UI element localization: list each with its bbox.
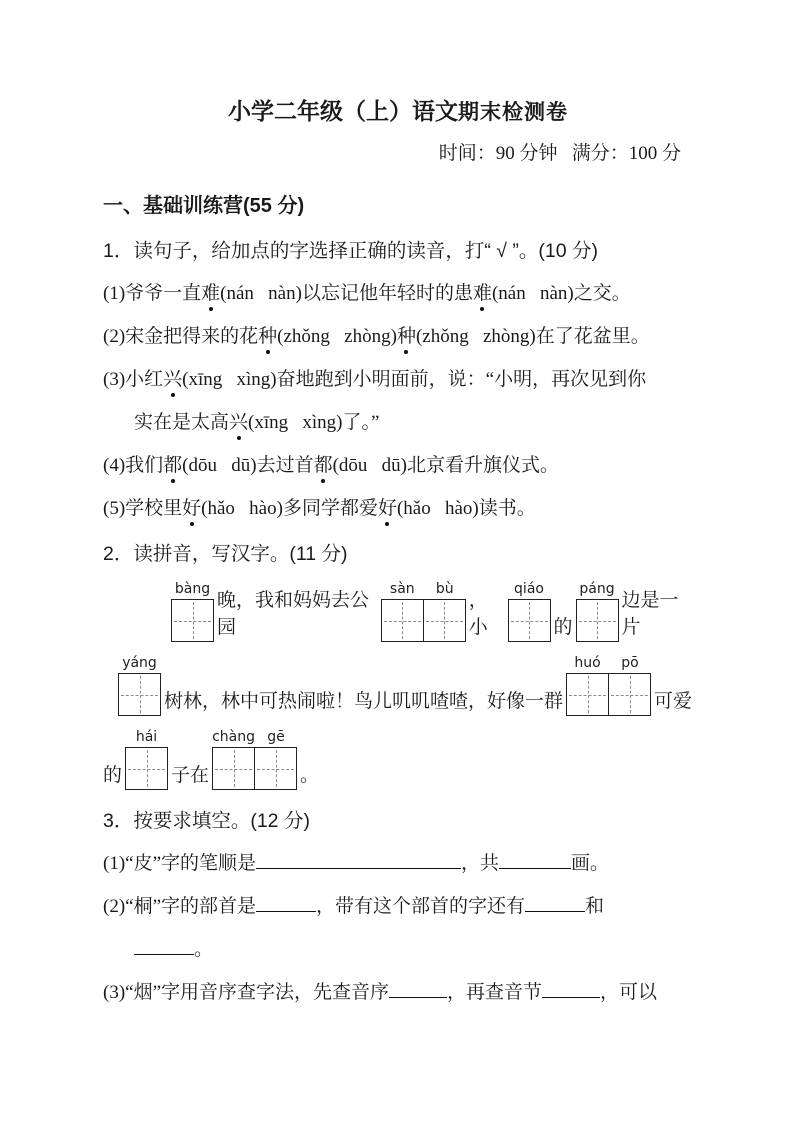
pinyin-label: bù <box>435 581 454 597</box>
text-run: (1)爷爷一直 <box>103 283 202 304</box>
answer-blank <box>499 850 571 869</box>
text-run: 晚，我和妈妈去公园 <box>217 590 370 638</box>
writing-cell <box>423 599 466 642</box>
text-run: (xīng xìng)了。” <box>248 412 380 433</box>
q2-passage <box>103 580 693 790</box>
dotted-char: 兴 <box>229 409 248 437</box>
text-run: ，带有这个部首的字还有 <box>316 896 526 918</box>
answer-blank <box>134 936 194 955</box>
text-run: (3)小红 <box>103 369 164 390</box>
pinyin-label: páng <box>579 581 615 597</box>
pinyin-label: yáng <box>122 655 157 671</box>
exam-title-sub: 期末检测卷 <box>458 100 568 124</box>
q3-stem: 3．按要求填空。(12 分) <box>103 810 310 832</box>
text-run: 的 <box>553 617 573 638</box>
answer-blank <box>256 850 461 869</box>
text-run: (hǎo hào)读书。 <box>396 498 536 519</box>
text-run: ，可以 <box>600 982 658 1004</box>
hanzi-write-grid <box>212 728 297 790</box>
grid-cell-column <box>381 580 424 642</box>
grid-cell-column <box>255 728 297 790</box>
hanzi-write-grid <box>576 580 619 642</box>
dotted-char: 好 <box>378 495 397 523</box>
hanzi-write-grid <box>171 580 214 642</box>
writing-cell <box>566 673 609 716</box>
grid-cell-column <box>212 728 255 790</box>
q1-item-3-line-2 <box>134 409 693 437</box>
text-run: 树林，林中可热闹啦！鸟儿叽叽喳喳，好像一群 <box>164 691 564 712</box>
text-run: 可爱 <box>654 691 693 712</box>
dotted-char: 难 <box>473 280 492 308</box>
q1-item-2 <box>103 323 693 351</box>
grid-cell-column <box>125 728 168 790</box>
text-run: 和 <box>585 896 605 918</box>
pinyin-label: sàn <box>389 581 415 597</box>
answer-blank <box>256 893 316 912</box>
pinyin-label: chàng <box>212 729 255 745</box>
text-run: (4)我们 <box>103 455 164 476</box>
writing-cell <box>125 747 168 790</box>
q2-stem: 2．读拼音，写汉字。(11 分) <box>103 543 348 565</box>
text-run: 实在是太高 <box>134 412 230 433</box>
writing-cell <box>608 673 651 716</box>
grid-cell-column <box>576 580 619 642</box>
text-run: (zhǒng zhòng) <box>277 326 397 347</box>
q2-row-3 <box>103 728 693 790</box>
q1-item-1 <box>103 280 693 308</box>
q2-row-1 <box>168 580 693 642</box>
text-run: 的 <box>103 765 123 786</box>
text-run: (1)“皮”字的笔顺是 <box>103 853 257 875</box>
q1-item-4 <box>103 452 693 480</box>
pinyin-label: huó <box>574 655 601 671</box>
q3-item-3 <box>103 979 693 1007</box>
writing-cell <box>508 599 551 642</box>
pinyin-label: gē <box>267 729 285 745</box>
exam-title-main: 小学二年级（上）语文 <box>228 99 458 124</box>
hanzi-write-grid <box>566 654 651 716</box>
text-run: 边是一片 <box>621 590 679 638</box>
hanzi-write-grid <box>381 580 466 642</box>
grid-cell-column <box>171 580 214 642</box>
text-run: (2)“桐”字的部首是 <box>103 896 257 918</box>
answer-blank <box>525 893 585 912</box>
text-run: (2)宋金把得来的花 <box>103 326 259 347</box>
exam-meta: 时间：90 分钟 满分：100 分 <box>438 143 681 164</box>
text-run: (dōu dū)去过首 <box>182 455 314 476</box>
q3-item-2-line-2 <box>134 936 693 964</box>
q1-item-3-line-1 <box>103 366 693 394</box>
dotted-char: 难 <box>201 280 220 308</box>
text-run: 画。 <box>571 853 610 875</box>
grid-cell-column <box>566 654 609 716</box>
text-run: (nán nàn)之交。 <box>491 283 631 304</box>
dotted-char: 好 <box>182 495 201 523</box>
writing-cell <box>118 673 161 716</box>
q1-stem: 1．读句子，给加点的字选择正确的读音，打“ √ ”。(10 分) <box>103 240 598 262</box>
pinyin-label: bàng <box>174 581 211 597</box>
text-run: (3)“烟”字用音序查字法，先查音序 <box>103 982 390 1004</box>
dotted-char: 都 <box>163 452 182 480</box>
dotted-char: 种 <box>397 323 416 351</box>
pinyin-label: qiáo <box>514 581 544 597</box>
text-run: (hǎo hào)多同学都爱 <box>201 498 378 519</box>
text-run: 。 <box>300 765 320 786</box>
writing-cell <box>171 599 214 642</box>
text-run: (zhǒng zhòng)在了花盆里。 <box>415 326 650 347</box>
exam-title <box>103 96 693 128</box>
section1-heading: 一、基础训练营(55 分) <box>103 195 305 217</box>
q1-item-5 <box>103 495 693 523</box>
hanzi-write-grid <box>118 654 161 716</box>
dotted-char: 种 <box>258 323 277 351</box>
q3-item-2-line-1 <box>103 893 693 921</box>
text-run: ，共 <box>461 853 500 875</box>
text-run: (dōu dū)北京看升旗仪式。 <box>332 455 559 476</box>
text-run: ，小 <box>468 590 488 638</box>
writing-cell <box>254 747 297 790</box>
dotted-char: 兴 <box>163 366 182 394</box>
pinyin-label: hái <box>135 729 158 745</box>
text-run: 。 <box>194 939 214 961</box>
grid-cell-column <box>118 654 161 716</box>
q2-row-2 <box>115 654 693 716</box>
dotted-char: 都 <box>314 452 333 480</box>
writing-cell <box>212 747 255 790</box>
text-run: ，再查音节 <box>447 982 543 1004</box>
grid-cell-column <box>609 654 651 716</box>
grid-cell-column <box>424 580 466 642</box>
grid-cell-column <box>508 580 551 642</box>
writing-cell <box>381 599 424 642</box>
text-run: 子在 <box>171 765 210 786</box>
answer-blank <box>389 979 447 998</box>
answer-blank <box>542 979 600 998</box>
text-run: (nán nàn)以忘记他年轻时的患 <box>220 283 473 304</box>
q3-item-1 <box>103 850 693 878</box>
hanzi-write-grid <box>125 728 168 790</box>
writing-cell <box>576 599 619 642</box>
pinyin-label: pō <box>621 655 639 671</box>
hanzi-write-grid <box>508 580 551 642</box>
text-run: (xīng xìng)奋地跑到小明面前，说：“小明，再次见到你 <box>182 369 647 390</box>
text-run: (5)学校里 <box>103 498 183 519</box>
